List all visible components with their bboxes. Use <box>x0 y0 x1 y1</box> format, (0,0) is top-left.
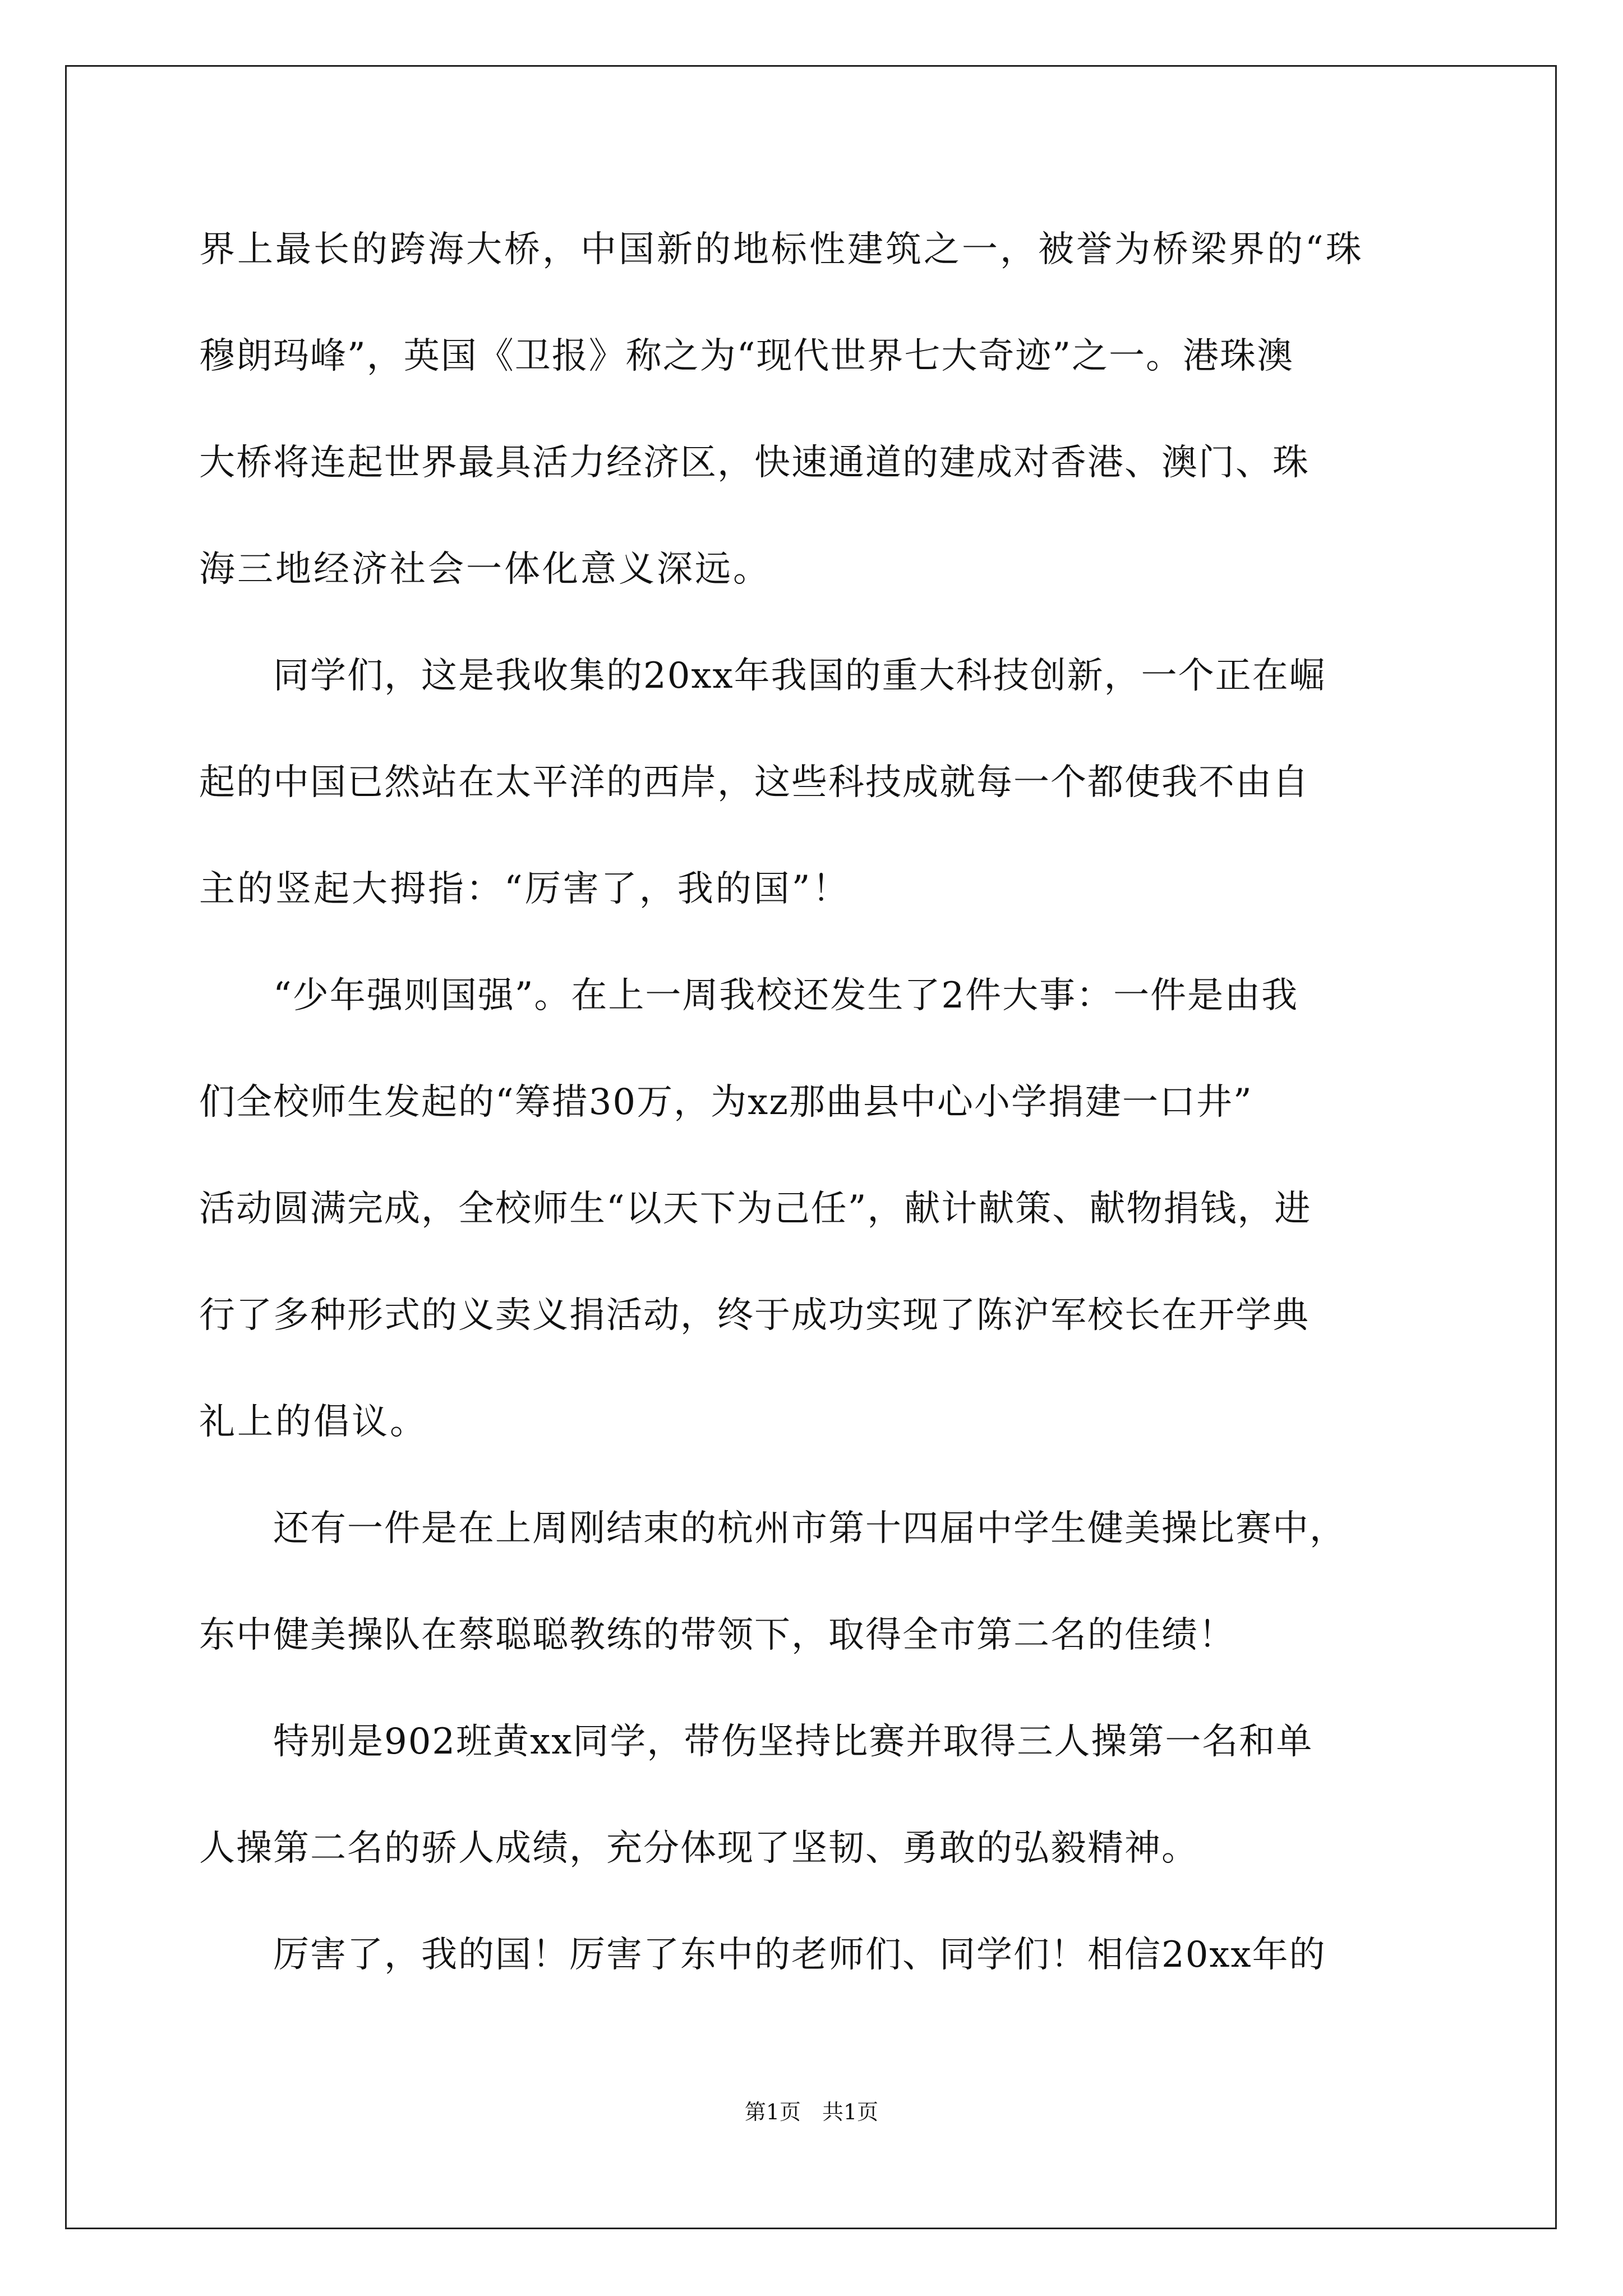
page-border <box>65 65 1557 2229</box>
text-line-8: “少年强则国强”。在上一周我校还发生了2件大事：一件是由我 <box>199 975 1299 1016</box>
text-line-5: 同学们，这是我收集的20xx年我国的重大科技创新，一个正在崛 <box>199 655 1326 697</box>
text-line-3: 大桥将连起世界最具活力经济区，快速通道的建成对香港、澳门、珠 <box>199 442 1310 484</box>
text-line-9: 们全校师生发起的“筹措30万，为xz那曲县中心小学捐建一口井” <box>199 1082 1253 1123</box>
text-line-15: 特别是902班黄xx同学，带伤坚持比赛并取得三人操第一名和单 <box>199 1721 1313 1763</box>
text-line-12: 礼上的倡议。 <box>199 1401 428 1443</box>
text-line-17: 厉害了，我的国！厉害了东中的老师们、同学们！相信20xx年的 <box>199 1934 1326 1976</box>
text-line-14: 东中健美操队在蔡聪聪教练的带领下，取得全市第二名的佳绩！ <box>199 1614 1235 1656</box>
text-line-13: 还有一件是在上周刚结束的杭州市第十四届中学生健美操比赛中， <box>199 1508 1347 1549</box>
text-line-4: 海三地经济社会一体化意义深远。 <box>199 549 771 590</box>
text-line-7: 主的竖起大拇指：“厉害了，我的国”！ <box>199 868 851 910</box>
text-line-1: 界上最长的跨海大桥，中国新的地标性建筑之一，被誉为桥梁界的“珠 <box>199 229 1364 270</box>
text-line-2: 穆朗玛峰”，英国《卫报》称之为“现代世界七大奇迹”之一。港珠澳 <box>199 335 1294 377</box>
page-number-footer: 第1页 共1页 <box>744 2100 879 2124</box>
text-line-10: 活动圆满完成，全校师生“以天下为己任”，献计献策、献物捐钱，进 <box>199 1188 1312 1230</box>
text-line-16: 人操第二名的骄人成绩，充分体现了坚韧、勇敢的弘毅精神。 <box>199 1828 1198 1869</box>
text-line-11: 行了多种形式的义卖义捐活动，终于成功实现了陈沪军校长在开学典 <box>199 1295 1310 1336</box>
text-line-6: 起的中国已然站在太平洋的西岸，这些科技成就每一个都使我不由自 <box>199 762 1310 803</box>
